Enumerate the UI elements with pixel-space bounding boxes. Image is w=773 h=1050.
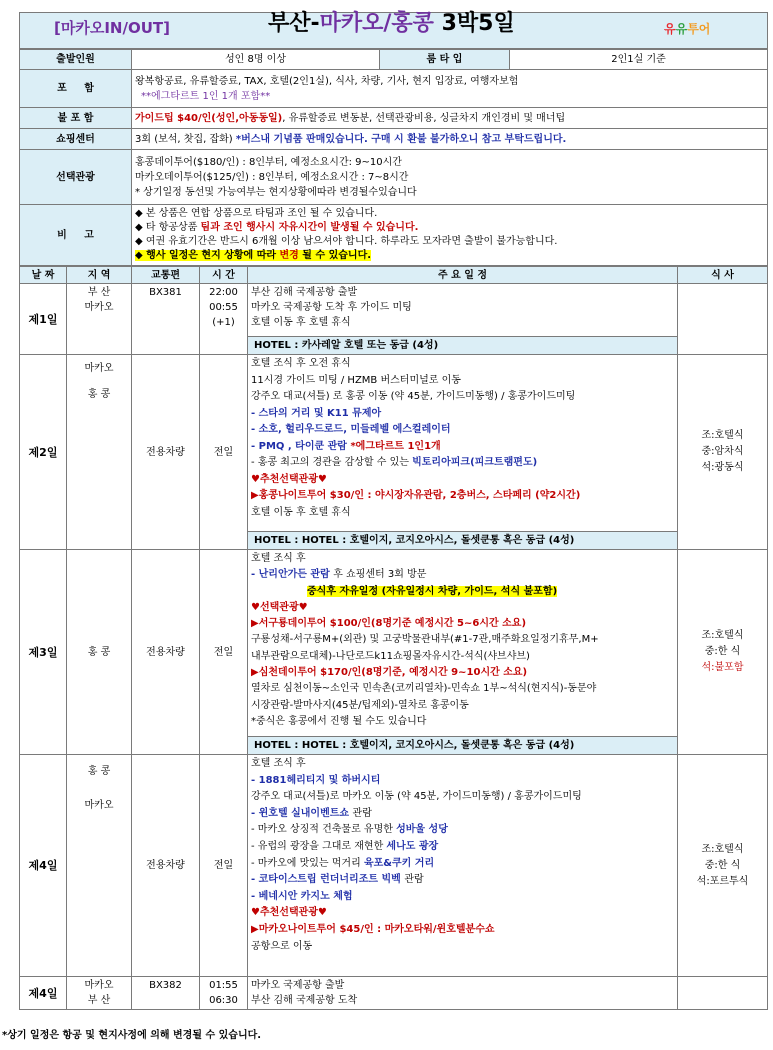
exclude-value: 가이드팁 $40/인(성인,아동동일), 유류할증료 변동분, 선택관광비용, 싱글차지 개인경비 및 매너팁 — [132, 108, 768, 129]
note-label: 비 고 — [20, 205, 132, 266]
col-region: 지 역 — [67, 267, 132, 284]
shop-value: 3회 (보석, 찻집, 잡화) *버스내 기념품 판매있습니다. 구매 시 환불 불가하오니 참고 부탁드립니다. — [132, 129, 768, 150]
depart-label: 출발인원 — [20, 50, 132, 70]
col-transport: 교통편 — [132, 267, 200, 284]
day3-region: 홍 콩 — [67, 550, 132, 755]
day1-region: 부 산 마카오 — [67, 284, 132, 355]
day4-region: 홍 콩 마카오 — [67, 755, 132, 977]
day5-label: 제4일 — [20, 977, 67, 1010]
page-title: 부산-마카오/홍콩 3박5일 — [268, 11, 515, 36]
title-bar — [20, 13, 768, 49]
day4-row — [20, 755, 768, 977]
header-table — [19, 12, 768, 49]
day2-meals: 조:호텔식 중:암차식 석:광동식 — [678, 355, 768, 550]
col-date: 날 짜 — [20, 267, 67, 284]
note-value: ◆ 본 상품은 연합 상품으로 타팀과 조인 될 수 있습니다. ◆ 타 항공상품 팀과 조인 행사시 자유시간이 발생될 수 있습니다. ◆ 여권 유효기간은 반드시 6개월 이상 남으셔야 합니다. 하루라도 모자라면 출발이 불가능합니다. ◆ 행사 일정은 현지 상황에 따라 변경 될 수 있습니다. — [132, 205, 768, 266]
depart-value: 성인 8명 이상 — [132, 50, 380, 70]
day2-row — [20, 355, 768, 532]
shop-label: 쇼핑센터 — [20, 129, 132, 150]
info-table — [19, 49, 768, 266]
day4-time: 전일 — [200, 755, 248, 977]
option-value: 홍콩데이투어($180/인) : 8인부터, 예정소요시간: 9~10시간 마카오데이투어($125/인) : 8인부터, 예정소요시간 : 7~8시간 * 상기일정 동선및 가능여부는 현지상황에따라 변경될수있습니다 — [132, 150, 768, 205]
schedule-table — [19, 266, 768, 1010]
day5-region: 마카오 부 산 — [67, 977, 132, 1010]
room-value: 2인1실 기준 — [510, 50, 768, 70]
day1-schedule: 부산 김해 국제공항 출발 마카오 국제공항 도착 후 가이드 미팅 호텔 이동 후 호텔 휴식 — [248, 284, 678, 337]
day5-schedule: 마카오 국제공항 출발 부산 김해 국제공항 도착 — [248, 977, 678, 1010]
option-label: 선택관광 — [20, 150, 132, 205]
schedule-header-row — [20, 267, 768, 284]
day1-hotel: HOTEL : 카사레알 호텔 또는 동급 (4성) — [248, 337, 678, 355]
day1-row — [20, 284, 768, 337]
day2-time: 전일 — [200, 355, 248, 550]
footnote: *상기 일정은 항공 및 현지사정에 의해 변경될 수 있습니다. — [2, 1030, 262, 1041]
day2-schedule: 호텔 조식 후 오전 휴식 11시경 가이드 미팅 / HZMB 버스터미널로 이동 강주오 대교(셔틀) 로 홍콩 이동 (약 45분, 가이드미동행) / 홍콩가이드미팅 - 스타의 거리 및 K11 뮤제아 - 소호, 헐리우드로드, 미들레벨 에스컬레이터 - PMQ , 타이쿤 관람 *에그타르트 1인1개 - 홍콩 최고의 경관을 감상할 수 있는 빅토리아피크(피크트램편도) ♥추천선택관광♥ ▶홍콩나이트투어 $30/인 : 야시장자유관람, 2층버스, 스타페리 (약2시간) 호텔 이동 후 호텔 휴식 — [248, 355, 678, 532]
day4-transport: 전용차량 — [132, 755, 200, 977]
exclude-label: 불 포 함 — [20, 108, 132, 129]
day2-region: 마카오 홍 콩 — [67, 355, 132, 550]
col-meals: 식 사 — [678, 267, 768, 284]
day5-time: 01:55 06:30 — [200, 977, 248, 1010]
include-value: 왕복항공료, 유류할증료, TAX, 호텔(2인1실), 식사, 차량, 기사, 현지 입장료, 여행자보험 **에그타르트 1인 1개 포함** — [132, 70, 768, 108]
day3-time: 전일 — [200, 550, 248, 755]
day2-label: 제2일 — [20, 355, 67, 550]
day4-label: 제4일 — [20, 755, 67, 977]
col-time: 시 간 — [200, 267, 248, 284]
day3-transport: 전용차량 — [132, 550, 200, 755]
day3-hotel: HOTEL : HOTEL : 호텔이지, 코지오아시스, 돌셋쿤통 혹은 동급 (4성) — [248, 737, 678, 755]
include-label: 포 함 — [20, 70, 132, 108]
col-schedule: 주 요 일 정 — [248, 267, 678, 284]
company-logo: 유유투어 — [664, 22, 711, 36]
day3-label: 제3일 — [20, 550, 67, 755]
itinerary-document — [19, 12, 767, 1010]
day3-row — [20, 550, 768, 737]
day2-transport: 전용차량 — [132, 355, 200, 550]
day5-transport: BX382 — [132, 977, 200, 1010]
route-tag: [마카오IN/OUT] — [54, 19, 170, 37]
day1-meals — [678, 284, 768, 355]
day1-label: 제1일 — [20, 284, 67, 355]
day4-schedule: 호텔 조식 후 - 1881헤리티지 및 하버시티 강주오 대교(셔틀)로 마카오 이동 (약 45분, 가이드미동행) / 홍콩가이드미팅 - 윈호텔 실내이벤트쇼 관람 - 마카오 상징적 건축물로 유명한 성바울 성당 - 유럽의 광장을 그대로 재현한 세나도 광장 - 마카오에 맛있는 먹거리 육포&쿠키 거리 - 코타이스트립 런더너리조트 빅벡 관람 - 베네시안 카지노 체험 ♥추천선택관광♥ ▶마카오나이트투어 $45/인 : 마카오타워/윈호텔분수쇼 공항으로 이동 — [248, 755, 678, 977]
room-label: 룸 타 입 — [380, 50, 510, 70]
day5-meals — [678, 977, 768, 1010]
day5-row — [20, 977, 768, 1010]
day1-transport: BX381 — [132, 284, 200, 355]
day3-meals: 조:호텔식 중:한 식 석:불포함 — [678, 550, 768, 755]
day2-hotel: HOTEL : HOTEL : 호텔이지, 코지오아시스, 돌셋쿤통 혹은 동급 (4성) — [248, 532, 678, 550]
day1-time: 22:00 00:55 (+1) — [200, 284, 248, 355]
day3-schedule: 호텔 조식 후 - 난리안가든 관람 후 쇼핑센터 3회 방문 중식후 자유일정 (자유일정시 차량, 가이드, 석식 불포함) ♥선택관광♥ ▶서구룡데이투어 $100/인(8명기준 예정시간 5~6시간 소요) 구룡성채-서구룡M+(외관) 및 고궁박물관내부(#1-7관,매주화요일정기휴무,M+ 내부관람으로대체)-나단로드k11쇼핑몰자유시간-석식(샤브샤브) ▶심천데이투어 $170/인(8명기준, 예정시간 9~10시간 소요) 열차로 심천이동~소인국 민속촌(코끼리열차)-민속쇼 1부~석식(현지식)-동문야 시장관람-발마사지(45분/팁제외)-열차로 홍콩이동 *중식은 홍콩에서 진행 될 수도 있습니다 — [248, 550, 678, 737]
day4-meals: 조:호텔식 중:한 식 석:포르투식 — [678, 755, 768, 977]
